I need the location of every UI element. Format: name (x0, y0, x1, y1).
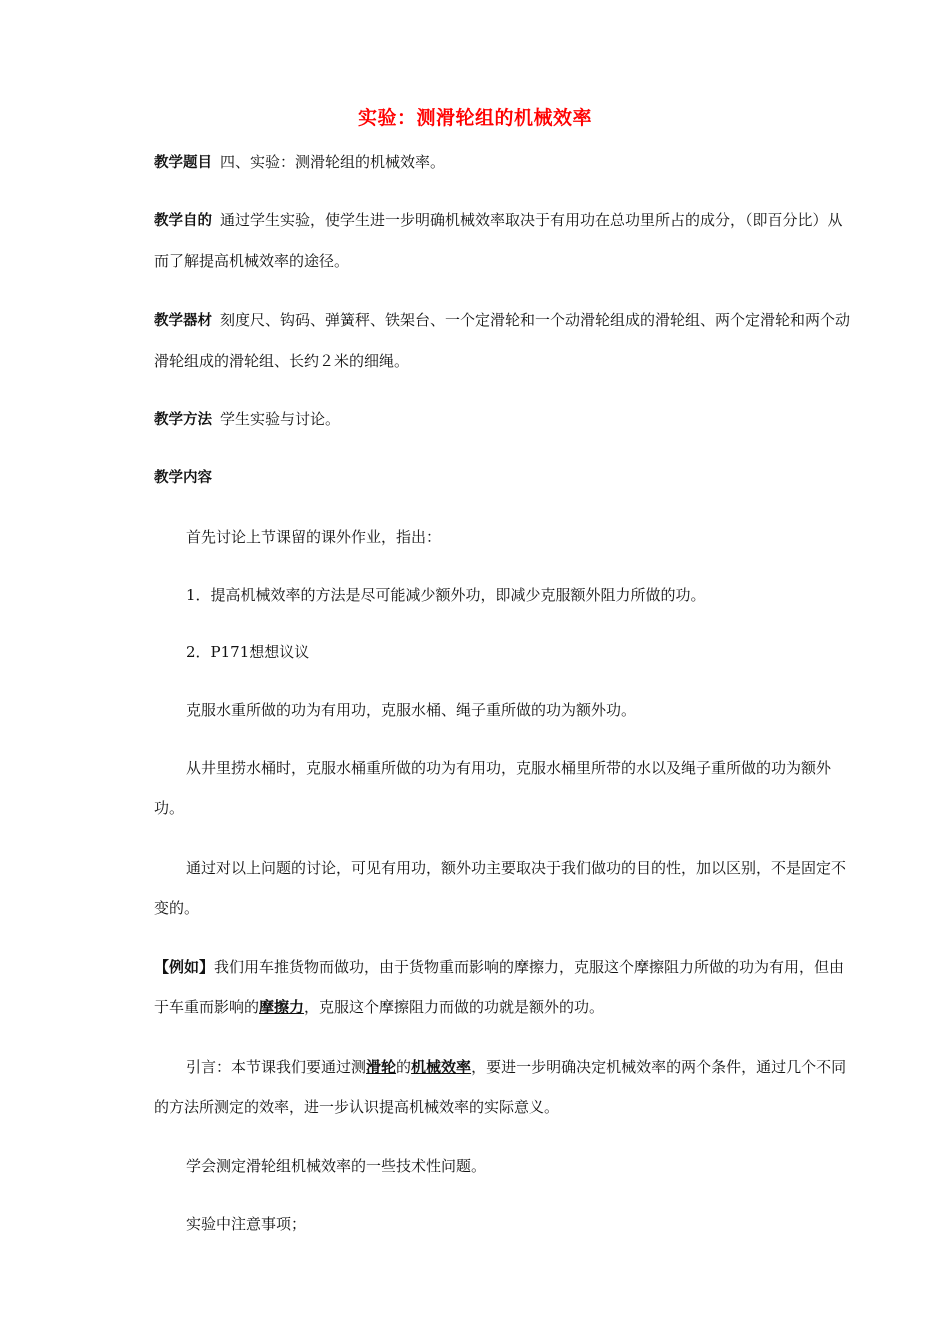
paragraph-5: 从井里捞水桶时，克服水桶重所做的功为有用功，克服水桶里所带的水以及绳子重所做的功为额外功。 (154, 759, 832, 817)
intro-emphasis-pulley: 滑轮 (366, 1058, 397, 1076)
example-text-b: ，克服这个摩擦阻力而做的功就是额外的功。 (304, 998, 605, 1016)
example-emphasis: 摩擦力 (259, 998, 305, 1016)
intro-text-b: 的 (396, 1058, 412, 1076)
topic-label: 教学题目 (154, 155, 212, 171)
equipment-label: 教学器材 (154, 313, 212, 329)
purpose-paragraph (154, 200, 854, 281)
intro-text-a: 引言：本节课我们要通过测 (186, 1058, 367, 1076)
method-label: 教学方法 (154, 412, 212, 428)
content-label: 教学内容 (154, 470, 212, 486)
example-paragraph (154, 947, 854, 1027)
method-text: 学生实验与讨论。 (220, 410, 341, 428)
method-paragraph (154, 399, 854, 440)
intro-emphasis-efficiency: 机械效率 (411, 1058, 472, 1076)
example-label: 【例如】 (154, 958, 215, 976)
intro-paragraph (154, 1047, 854, 1127)
paragraph-8: 实验中注意事项； (186, 1215, 307, 1233)
topic-paragraph (154, 142, 854, 183)
paragraph-6: 通过对以上问题的讨论，可见有用功，额外功主要取决于我们做功的目的性，加以区别，不是固定不变的。 (154, 859, 847, 917)
intro-text-c: ，要进一步明确决定机械效率的两个条件，通过几个不同的方法所测定的效率，进一步认识提高机械效率的实际意义。 (154, 1058, 847, 1116)
paragraph-4: 克服水重所做的功为有用功，克服水桶、绳子重所做的功为额外功。 (186, 701, 637, 719)
paragraph-7: 学会测定滑轮组机械效率的一些技术性问题。 (186, 1157, 487, 1175)
equipment-text: 刻度尺、钩码、弹簧秤、铁架台、一个定滑轮和一个动滑轮组成的滑轮组、两个定滑轮和两个动滑轮组成的滑轮组、长约２米的细绳。 (154, 311, 851, 370)
topic-text: 四、实验：测滑轮组的机械效率。 (220, 153, 446, 171)
purpose-text: 通过学生实验，使学生进一步明确机械效率取决于有用功在总功里所占的成分，（即百分比）从而了解提高机械效率的途径。 (154, 211, 843, 270)
example-text-a: 我们用车推货物而做功，由于货物重而影响的摩擦力，克服这个摩擦阻力所做的功为有用，但由于车重而影响的 (154, 958, 845, 1016)
equipment-paragraph (154, 300, 854, 381)
paragraph-2: 1．提高机械效率的方法是尽可能减少额外功，即减少克服额外阻力所做的功。 (186, 586, 706, 604)
paragraph-3: 2．P171想想议议 (186, 643, 310, 661)
content-heading (154, 457, 854, 498)
purpose-label: 教学自的 (154, 213, 212, 229)
paragraph-1: 首先讨论上节课留的课外作业，指出： (186, 528, 442, 546)
page-title: 实验：测滑轮组的机械效率 (357, 107, 592, 129)
